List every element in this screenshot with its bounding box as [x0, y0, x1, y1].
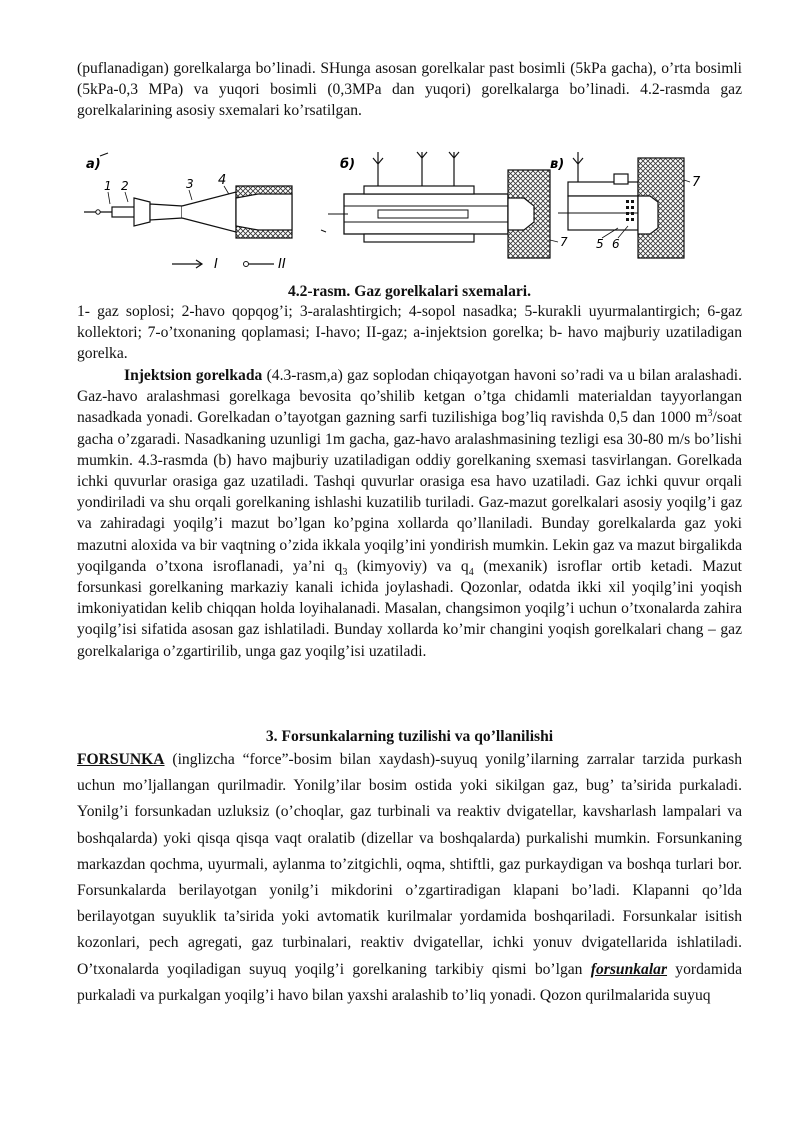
injection-part3: (kimyoviy) va q [347, 557, 469, 575]
injection-burner-paragraph [77, 365, 742, 662]
injection-text [77, 365, 742, 662]
figure-caption-title: 4.2-rasm. Gaz gorelkalari sxemalari. [287, 283, 532, 300]
injection-sub4: 4 [468, 566, 474, 578]
part-label-1: 1 [104, 179, 112, 193]
forsunka-term: FORSUNKA [77, 751, 165, 768]
panel-v-label: в) [550, 157, 565, 172]
panel-a-injection-burner [84, 153, 326, 272]
legend-gas-label: II [278, 257, 286, 272]
part-label-6: 6 [612, 237, 620, 251]
injection-part2: /soat gacha o’zgaradi. Nasadkaning uzunligi 1m gacha, gaz-havo aralashmasining tezligi esa 30-80 m/s bo’lishi mumkin. 4.3-rasmda (b) havo majburiy uzatiladigan oddiy gorelkaning sxemasi tasvirlangan. Gorelkada ichki quvurlar orasiga gaz uzatiladi. Tashqi quvurlar orasiga esa havo uzatiladi. Gaz ichki quvur orqali yondiriladi va shu orqali gorelkaning ishlashi kuzatilib turiladi. Gaz-mazut gorelkalari asosiy yoqilg’i gaz va zahiradagi yoqilg’i mazut bo’lgan ko’pgina xollarda qo’llaniladi. Bunday gorelkalarda gaz yoki mazutni aloxida va bir vaqtning o’zida ikkala yoqilg’ini yondirish mumkin. Lekin gaz va mazut birgalikda yoqilganda o’txona isroflanadi, ya’ni q [77, 409, 742, 575]
injection-sup3: 3 [707, 408, 713, 420]
forsunka-part2: yordamida purkaladi va purkalgan yoqilg’i havo bilan yaxshi aralashib to’liq yonadi. Qozon qurilmalarida suyuq [77, 960, 742, 1004]
legend-air-label: I [214, 257, 218, 272]
panel-b-forced-air-burner [328, 152, 568, 258]
panel-v-swirl-burner [550, 152, 701, 258]
part-label-7-v: 7 [692, 175, 701, 190]
injection-part1: (4.3-rasm,a) gaz soplodan chiqayotgan havoni so’radi va u bilan aralashadi. Gaz-havo aralashmasi gorelkaga bevosita qo’shilib ketgan o’tga chidamli materialdan tayyorlangan nasadkada yonadi. Gorelkadan o’tayotgan gazning sarfi tuzilishiga bog’liq ravishda 0,5 dan 1000 m [77, 367, 742, 427]
injection-sub3: 3 [342, 566, 348, 578]
part-label-4: 4 [218, 173, 227, 188]
forsunka-paragraph [77, 747, 742, 1009]
caption-legend-text: 1- gaz soplosi; 2-havo qopqog’i; 3-aralashtirgich; 4-sopol nasadka; 5-kurakli uyurmalantirgich; 6-gaz kollektori; 7-o’txonaning qoplamasi; I-havo; II-gaz; a-injektsion gorelka; b- havo majburiy uzatiladigan gorelka. [77, 303, 742, 363]
forsunka-part1: (inglizcha “force”-bosim bilan xaydash)-suyuq yonilg’ilarning zarralar tarzida purkash uchun mo’ljallangan qurilmadir. Yonilg’ilar bosim ostida yoki sikilgan gaz, bug’ ta’sirida purkaladi. Yonilg’i forsunkadan uzluksiz (o’choqlar, gaz turbinali va reaktiv dvigatellar, kavsharlash lampalari va boshqalarda) yoki qisqa qisqa vaqt oralatib (dizellar va boshqalarda) purkalishi mumkin. Forsunkaning markazdan qochma, uyurmali, aylanma to’zitgichli, oqma, shtiftli, gaz purkaydigan va boshqa turlari bor. Forsunkalarda berilayotgan yonilg’i mikdorini o’zgartiradigan klapani bo’ladi. Klapanni qo’lda berilayotgan suyuklik ta’sirida yoki avtomatik kurilmalar yordamida boshqariladi. Forsunkalar isitish kozonlari, pech agregati, gaz turbinalari, reaktiv dvigatellar, ichki yonuv dvigatellarida ishlatiladi. O’txonalarda yoqiladigan suyuq yoqilg’i gorelkaning tarkibiy qismi bo’lgan [77, 751, 742, 978]
injection-part4: (mexanik) isroflar ortib ketadi. Mazut forsunkasi gorelkaning markaziy kanali ichida joylashadi. Qozonlar, odatda ikki xil yoqilg’ini yoqish imkoniyatidan kelib chiqqan holda loyihalanadi. Masalan, changsimon yoqilg’i uchun o’txonalarda zahira yoqilg’isi sifatida asosan gaz ishlatiladi. Bunday xollarda ko’mir changini yoqish gorelkalari chang – gaz gorelkalariga o’zgartirilib, unga gaz yoqilg’isi uzatiladi. [77, 557, 742, 660]
figure-caption-legend [77, 301, 742, 365]
injection-term: Injektsion gorelkada [124, 367, 263, 384]
panel-b-label: б) [340, 157, 356, 172]
panel-a-label: a) [86, 157, 101, 172]
forsunkalar-term: forsunkalar [590, 960, 668, 978]
part-label-3: 3 [186, 177, 194, 191]
part-label-5: 5 [596, 237, 604, 251]
section-title: 3. Forsunkalarning tuzilishi va qo’llanilishi [265, 728, 554, 745]
intro-text: (puflanadigan) gorelkalarga bo’linadi. SHunga asosan gorelkalar past bosimli (5kPa gacha), o’rta bosimli (5kPa-0,3 MPa) va yuqori bosimli (0,3MPa dan yuqori) gorelkalarga bo’linadi. 4.2-rasmda gaz gorelkalarining asosiy sxemalari ko’rsatilgan. [77, 60, 742, 120]
part-label-7-b: 7 [560, 235, 568, 249]
part-label-2: 2 [121, 179, 129, 193]
burner-schematics-figure [78, 146, 742, 278]
intro-paragraph [77, 58, 742, 122]
forsunka-text [77, 747, 742, 1009]
